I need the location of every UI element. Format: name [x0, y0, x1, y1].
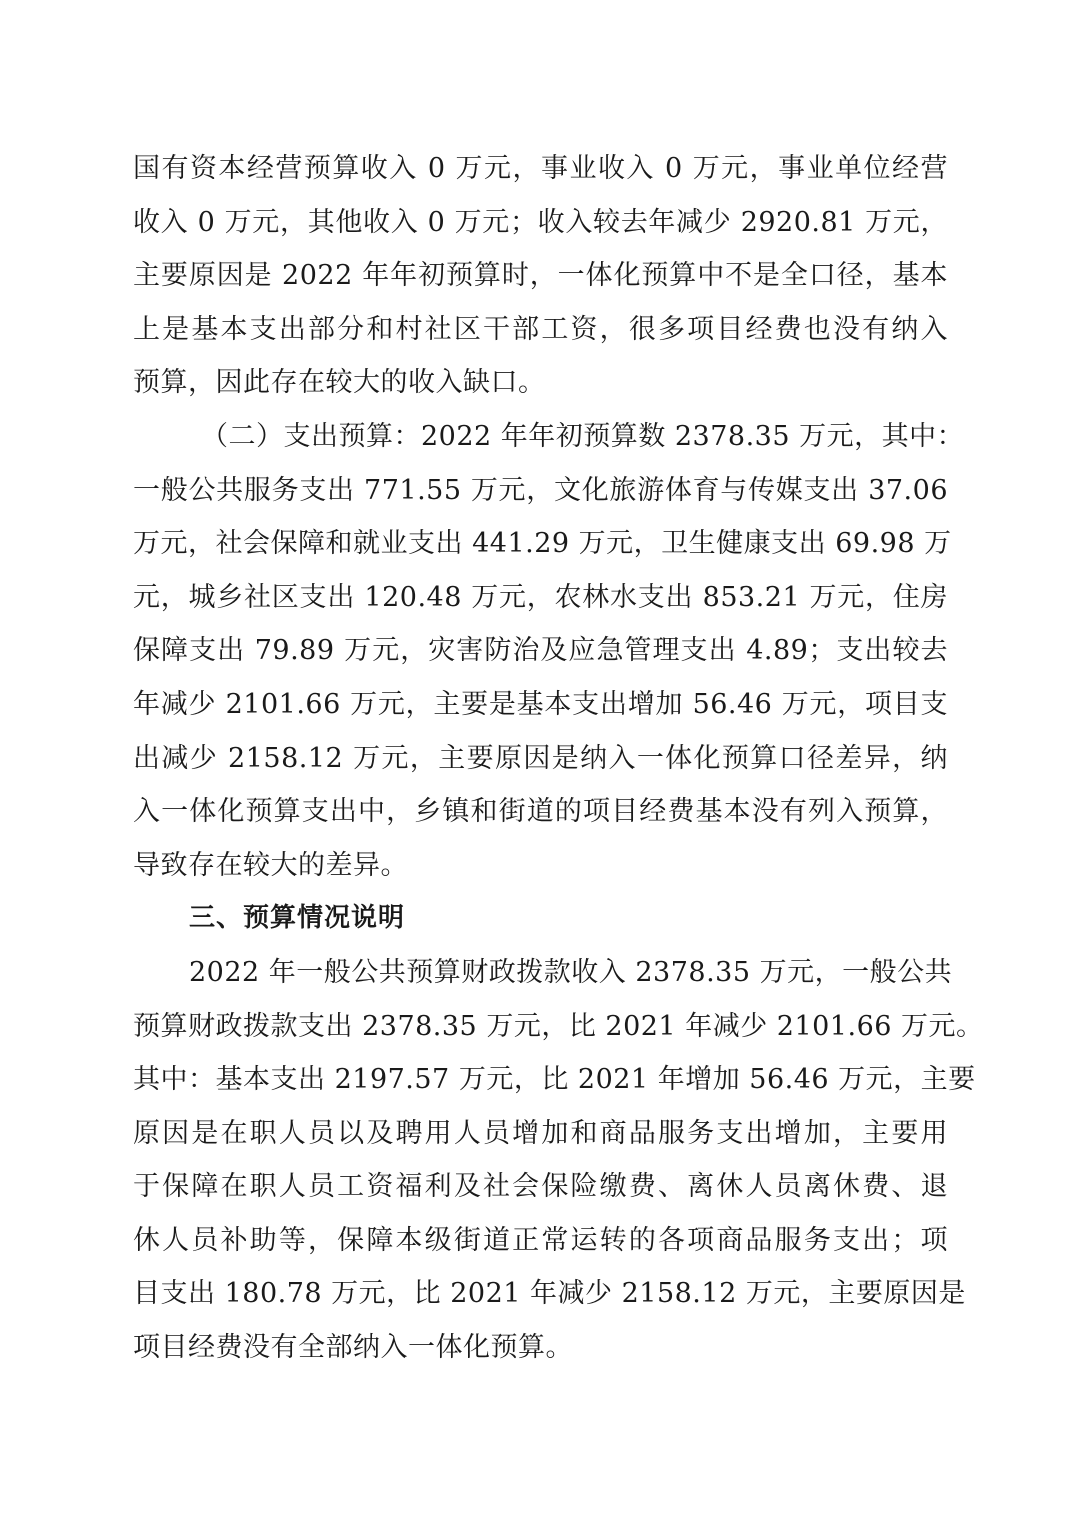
text-line: 国有资本经营预算收入 0 万元，事业收入 0 万元，事业单位经营: [133, 153, 948, 184]
text-line: 休人员补助等，保障本级街道正常运转的各项商品服务支出；项: [133, 1224, 948, 1256]
text-line: 原因是在职人员以及聘用人员增加和商品服务支出增加，主要用: [133, 1117, 948, 1149]
document-body: [133, 142, 984, 1375]
text-line: 元，城乡社区支出 120.48 万元，农林水支出 853.21 万元，住房: [133, 581, 948, 613]
text-line: 出减少 2158.12 万元，主要原因是纳入一体化预算口径差异，纳: [133, 742, 948, 774]
text-line: 预算，因此存在较大的收入缺口。: [133, 367, 546, 399]
text-line: 导致存在较大的差异。: [133, 849, 408, 881]
text-line: 收入 0 万元，其他收入 0 万元；收入较去年减少 2920.81 万元，: [133, 206, 948, 238]
text-line: 预算财政拨款支出 2378.35 万元，比 2021 年减少 2101.66 万元。: [133, 1010, 984, 1042]
text-line: 其中：基本支出 2197.57 万元，比 2021 年增加 56.46 万元，主要: [133, 1064, 976, 1096]
text-line: 一般公共服务支出 771.55 万元，文化旅游体育与传媒支出 37.06: [133, 474, 948, 506]
text-line: 保障支出 79.89 万元，灾害防治及应急管理支出 4.89；支出较去: [133, 635, 948, 667]
section-heading: 三、预算情况说明: [189, 903, 406, 934]
text-line: 2022 年一般公共预算财政拨款收入 2378.35 万元，一般公共: [189, 956, 953, 988]
text-line: 入一体化预算支出中，乡镇和街道的项目经费基本没有列入预算，: [133, 796, 948, 828]
text-line: 年减少 2101.66 万元，主要是基本支出增加 56.46 万元，项目支: [133, 688, 948, 720]
text-line: 于保障在职人员工资福利及社会保险缴费、离休人员离休费、退: [133, 1171, 948, 1203]
paragraph-revenue-budget: [133, 142, 948, 410]
text-line: （二）支出预算：2022 年年初预算数 2378.35 万元，其中：: [201, 420, 965, 452]
paragraph-budget-explanation: [133, 946, 984, 1375]
paragraph-expenditure-budget: [133, 410, 965, 892]
text-line: 上是基本支出部分和村社区干部工资，很多项目经费也没有纳入: [133, 313, 948, 345]
text-line: 目支出 180.78 万元，比 2021 年减少 2158.12 万元，主要原因是: [133, 1278, 966, 1310]
text-line: 项目经费没有全部纳入一体化预算。: [133, 1332, 573, 1364]
text-line: 万元，社会保障和就业支出 441.29 万元，卫生健康支出 69.98 万: [133, 528, 952, 560]
text-line: 主要原因是 2022 年年初预算时，一体化预算中不是全口径，基本: [133, 260, 948, 292]
